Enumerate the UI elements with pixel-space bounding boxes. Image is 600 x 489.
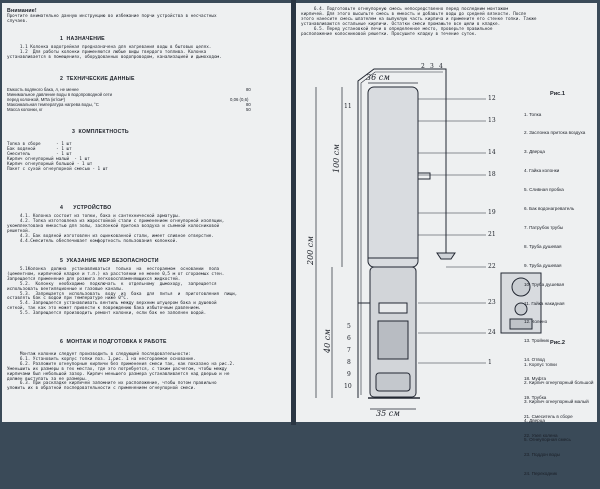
legend-item: 6. Бак водонагреватель	[524, 206, 575, 212]
legend-item: 3. Дверца	[524, 149, 545, 155]
legend-item: 18. Муфта	[524, 376, 547, 382]
callout-label: 12	[488, 95, 496, 102]
left-page	[2, 3, 291, 422]
legend-item: 4. Дверца	[524, 418, 545, 424]
legend-item: 10. Труба душевая	[524, 281, 565, 287]
callout-label: 18	[488, 171, 496, 178]
shower-head	[437, 253, 455, 259]
legend-item: 2. Кирпич огнеупорный большой	[524, 380, 594, 386]
spec-name: Масса колонки, кг	[7, 107, 44, 112]
callout-label: 22	[488, 263, 496, 270]
spec-value: 0,06 (0,6)	[230, 97, 249, 102]
section-1-title: 1 НАЗНАЧЕНИЕ	[60, 36, 105, 42]
legend-item: 2. Заслонка притока воздуха	[524, 130, 586, 136]
callout-label: 2	[421, 63, 425, 70]
legend-item: 13. Тройник	[524, 338, 549, 344]
callout-label: 23	[488, 299, 496, 306]
legend-item: 4. Гайка колонки	[524, 168, 560, 174]
section-4-text: 4.1. Колонка состоит из топки, бака и сантехнической арматуры. 4.2. Топка изготовлена из жаростойкой стали с применением огнеупорной изоляции, укомплектована емкостью для золы, заслонкой притока воздуха и съемной колосниковой решеткой. 4.3. Бак водяной изготовлен из оцинкованной стали, имеет сливное отверстие. 4.4.Смеситель обеспечивает комфортность пользования колонкой.	[7, 214, 225, 244]
fig2-legend	[524, 349, 593, 456]
legend-item: 9. Труба душевая	[524, 262, 562, 268]
legend-item: 19. Трубка	[524, 394, 547, 400]
section-6-text: Монтаж колонки следует производить в следующей последовательности: 6.1. Установить корпус топки поз. 1,рис. 1 на несгораемое основание. 6.2. Разложите огнеупорные кирпичи без применения смеси так, как показано на рис.2. Уменьшить их размеры в тех местах, где это потребуется, с таким расчетом, чтобы между кирпичами был небольшой зазор. Кирпич меньшего размера устанавливается над дверью и не должен выступать за ее размеры. 6.3. При раскладке кирпичей запомните их расположение, чтобы потом правильно уложить их в обратной последовательности с применением огнеупорной смеси.	[7, 352, 235, 392]
spec-value: 50	[246, 107, 251, 112]
dim-tank-height: 100 см	[332, 144, 341, 173]
section-4-title: 4 УСТРОЙСТВО	[60, 205, 112, 211]
section-3-text: Топка в сборе - 1 шт Бак водяной - 1 шт Смеситель - 1 шт Кирпич огнеупорный малый - 1 шт Кирпич огнеупорный большой - 1 шт Пакет с сухой огнеупорной смесью - 1 шт	[7, 142, 108, 172]
section-1-text: 1.1 Колонка водогрейная предназначена для нагревания воды в бытовых целях. 1.2 Для работы колонки применяются любые виды твердого топлива. Колонка устанавливается в помещениях, оборудованных водопроводом, канализацией и дымоходом.	[7, 45, 222, 60]
legend-item: 24. Переходник	[524, 470, 558, 476]
spec-value: 80	[246, 87, 251, 92]
callout-label: 10	[344, 383, 352, 390]
legend-item: 5. Сливная пробка	[524, 187, 564, 193]
fig2-title: Рис.2	[550, 340, 565, 346]
spec-name: перед колонкой, МПа (кг/см²)	[7, 97, 67, 102]
callout-label: 14	[488, 149, 496, 156]
callout-label: 8	[347, 359, 351, 366]
section-5-text: 5.1Колонка должна устанавливаться только на несгораемом основании пола (цементном, кирпичной кладке и т.п.) на расстоянии не менее 0,5 м от сгораемых стен. Запрещается применение для розжига легковоспламеняющихся жидкостей. 5.2. Колонку необходимо подключать к отдельному дымоходу, запрещается использовать вентиляционные и газовые каналы. 5.3. Запрещается использовать воду из бака для питья и приготовления пищи, оставлять бак с водой при температуре ниже 0°С. 5.4. Запрещается устанавливать вентиль между верхним штуцером бака и душевой сеткой, так как это может привести к повреждению бака избыточным давлением. 5.5. Запрещается производить ремонт колонки, если бак не заполнен водой.	[7, 267, 238, 317]
legend-item: 11. Гайка накидная	[524, 300, 565, 306]
legend-item: 22. Узел колена	[524, 432, 558, 438]
water-tank	[368, 87, 418, 267]
legend-item: 5. Огнеупорная смесь	[524, 437, 571, 443]
callout-label: 24	[488, 329, 496, 336]
spec-value: 80	[246, 102, 251, 107]
legend-item: 12. Колено	[524, 319, 548, 325]
dim-firebox-height: 40 см	[323, 329, 332, 353]
spec-name: Минимальное давление воды в водопроводной сети	[7, 92, 113, 97]
legend-item: 23. Поддон воды	[524, 451, 560, 457]
callout-label: 5	[347, 323, 351, 330]
dim-base-width: 35 см	[376, 409, 400, 418]
warning-title: Внимание!	[7, 8, 37, 14]
air-damper	[376, 373, 410, 391]
callout-label: 11	[344, 103, 352, 110]
dim-width-top: 36 см	[366, 73, 390, 82]
callout-label: 19	[488, 209, 496, 216]
fig1-title: Рис.1	[550, 91, 565, 97]
callout-label: 3	[430, 63, 434, 70]
warning-text: Прочтите внимательно данную инструкцию во избежание порчи устройства в несчастных случаев.	[7, 14, 217, 24]
legend-item: 14. Отвод	[524, 357, 545, 363]
legend-item: 1. Корпус топки	[524, 361, 557, 367]
callout-label: 4	[439, 63, 443, 70]
callout-label: 9	[347, 371, 351, 378]
dim-total-height: 200 см	[306, 236, 315, 265]
callout-label: 7	[347, 347, 351, 354]
legend-item: 21. Смеситель в сборе	[524, 413, 573, 419]
right-page	[296, 3, 597, 476]
callout-label: 1	[488, 359, 492, 366]
callout-label: 13	[488, 117, 496, 124]
legend-item: 8. Труба душевая	[524, 243, 562, 249]
callout-label: 21	[488, 231, 496, 238]
spec-name: Емкость водяного бака, л, не менее	[7, 87, 80, 92]
legend-item: 7. Патрубок трубы	[524, 224, 564, 230]
callout-label: 6	[347, 335, 351, 342]
installation-continued-text: 6.4. Подготовьте огнеупорную смесь непосредственно перед последним монтажом кирпичей. Для этого высыпьте смесь в емкость и добавьте воды до средней вязкости. После этого нанесите смесь шпателем на выпуклую часть кирпича и примените его стенке топки. Также устанавливаются остальные кирпичи. Остатки смеси промажьте все щели в кладке. 6.5. Перед установкой печи в определенное место, проверьте правильное расположение колосниковой решетки. Просушите кладку в течение суток.	[301, 7, 537, 37]
firebox-door	[378, 321, 408, 359]
section-5-title: 5 УКАЗАНИЕ МЕР БЕЗОПАСНОСТИ	[60, 258, 159, 264]
section-3-title: 3 КОМПЛЕКТНОСТЬ	[72, 129, 129, 135]
legend-item: 3. Кирпич огнеупорный малый	[524, 399, 589, 405]
legend-item: 1. Топка	[524, 111, 542, 117]
section-6-title: 6 МОНТАЖ И ПОДГОТОВКА К РАБОТЕ	[60, 339, 167, 345]
section-2-title: 2 ТЕХНИЧЕСКИЕ ДАННЫЕ	[60, 76, 135, 82]
spec-name: Максимальная температура нагрева воды, °С	[7, 102, 101, 107]
